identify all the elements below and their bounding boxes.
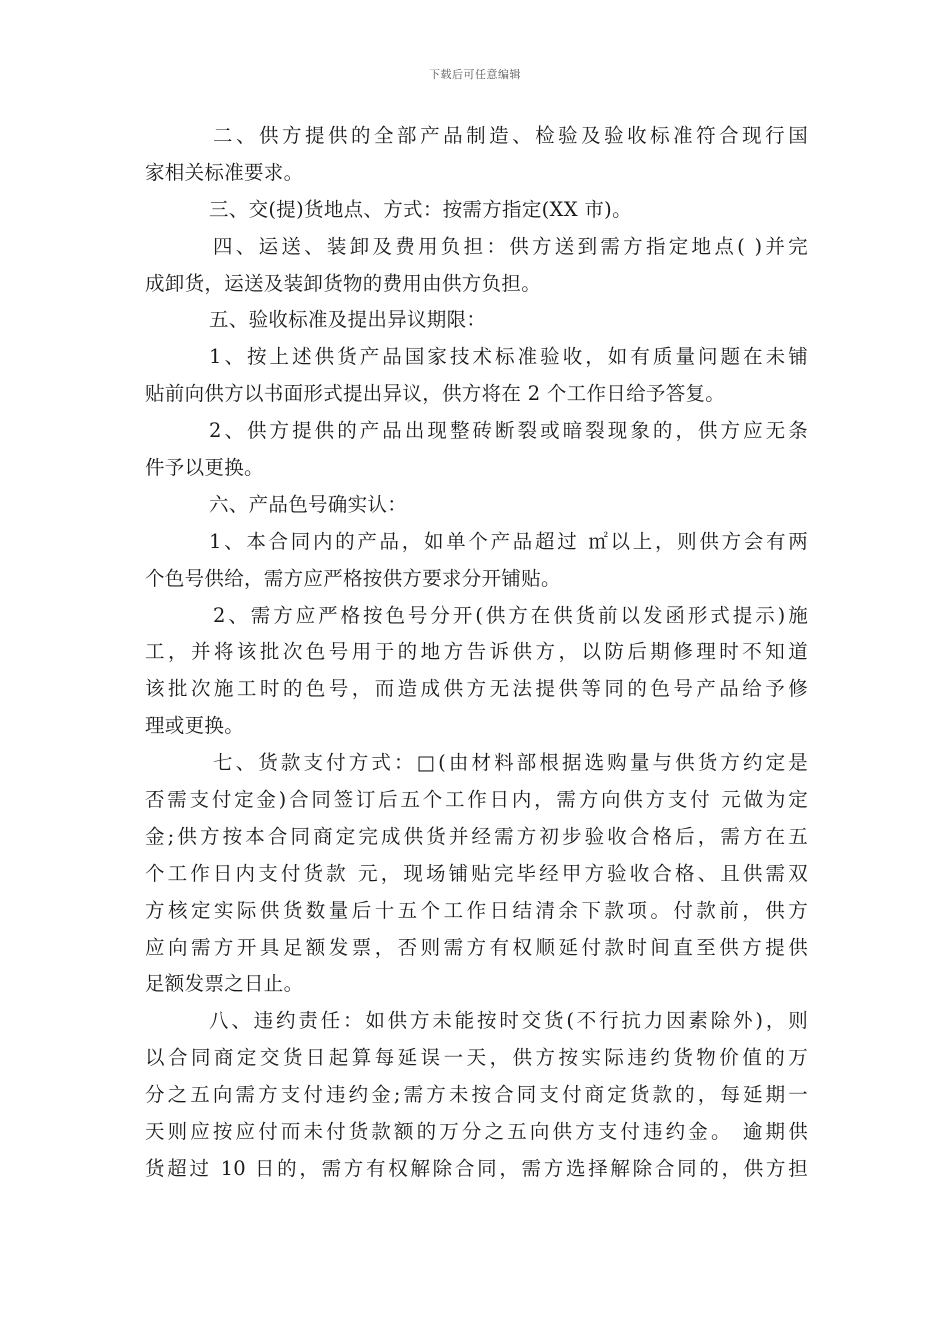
- paragraph-line: 工，并将该批次色号用于的地方告诉供方，以防后期修理时不知道: [145, 640, 808, 664]
- paragraph-line: 八、违约责任：如供方未能按时交货(不行抗力因素除外)，则: [209, 1009, 808, 1033]
- paragraph-line: 足额发票之日止。: [145, 972, 304, 996]
- paragraph-line: 方核定实际供货数量后十五个工作日结清余下款项。付款前，供方: [145, 898, 808, 922]
- paragraph-line: 理或更换。: [145, 714, 245, 738]
- paragraph-line: 分之五向需方支付违约金;需方未按合同支付商定货款的，每延期一: [145, 1083, 808, 1107]
- paragraph-line: 该批次施工时的色号，而造成供方无法提供等同的色号产品给予修: [145, 677, 808, 701]
- paragraph-line: 七、货款支付方式：□(由材料部根据选购量与供货方约定是: [213, 751, 808, 775]
- paragraph-line: 二、供方提供的全部产品制造、检验及验收标准符合现行国: [213, 124, 808, 147]
- paragraph-line: 贴前向供方以书面形式提出异议，供方将在 2 个工作日给予答复。: [145, 382, 726, 406]
- paragraph-line: 金;供方按本合同商定完成供货并经需方初步验收合格后，需方在五: [145, 824, 808, 848]
- paragraph-line: 六、产品色号确实认：: [209, 492, 408, 516]
- paragraph-line: 家相关标准要求。: [145, 160, 304, 184]
- paragraph-line: 五、验收标准及提出异议期限：: [209, 308, 487, 332]
- paragraph-line: 1、按上述供货产品国家技术标准验收，如有质量问题在未铺: [209, 345, 808, 369]
- document-body: [145, 118, 808, 1188]
- paragraph-line: 2、需方应严格按色号分开(供方在供货前以发函形式提示)施: [213, 603, 808, 627]
- paragraph-line: 三、交(提)货地点、方式：按需方指定(XX 市)。: [209, 197, 632, 221]
- page-header-note: 下载后可任意编辑: [429, 68, 521, 81]
- paragraph-line: 以合同商定交货日起算每延误一天，供方按实际违约货物价值的万: [145, 1046, 808, 1070]
- paragraph-line: 个工作日内支付货款 元，现场铺贴完毕经甲方验收合格、且供需双: [145, 861, 808, 885]
- paragraph-line: 应向需方开具足额发票，否则需方有权顺延付款时间直至供方提供: [145, 935, 808, 959]
- paragraph-line: 四、运送、装卸及费用负担：供方送到需方指定地点( )并完: [213, 234, 808, 258]
- paragraph-line: 2、供方提供的产品出现整砖断裂或暗裂现象的，供方应无条: [209, 419, 808, 443]
- paragraph-line: 否需支付定金)合同签订后五个工作日内，需方向供方支付 元做为定: [145, 788, 808, 812]
- paragraph-line: 1、本合同内的产品，如单个产品超过 ㎡以上，则供方会有两: [209, 529, 808, 553]
- paragraph-line: 天则应按应付而未付货款额的万分之五向供方支付违约金。 逾期供: [145, 1120, 808, 1144]
- paragraph-line: 件予以更换。: [145, 456, 264, 480]
- paragraph-line: 成卸货，运送及装卸货物的费用由供方负担。: [145, 271, 542, 295]
- paragraph-line: 个色号供给，需方应严格按供方要求分开铺贴。: [145, 566, 561, 590]
- paragraph-line: 货超过 10 日的，需方有权解除合同，需方选择解除合同的，供方担: [145, 1156, 808, 1180]
